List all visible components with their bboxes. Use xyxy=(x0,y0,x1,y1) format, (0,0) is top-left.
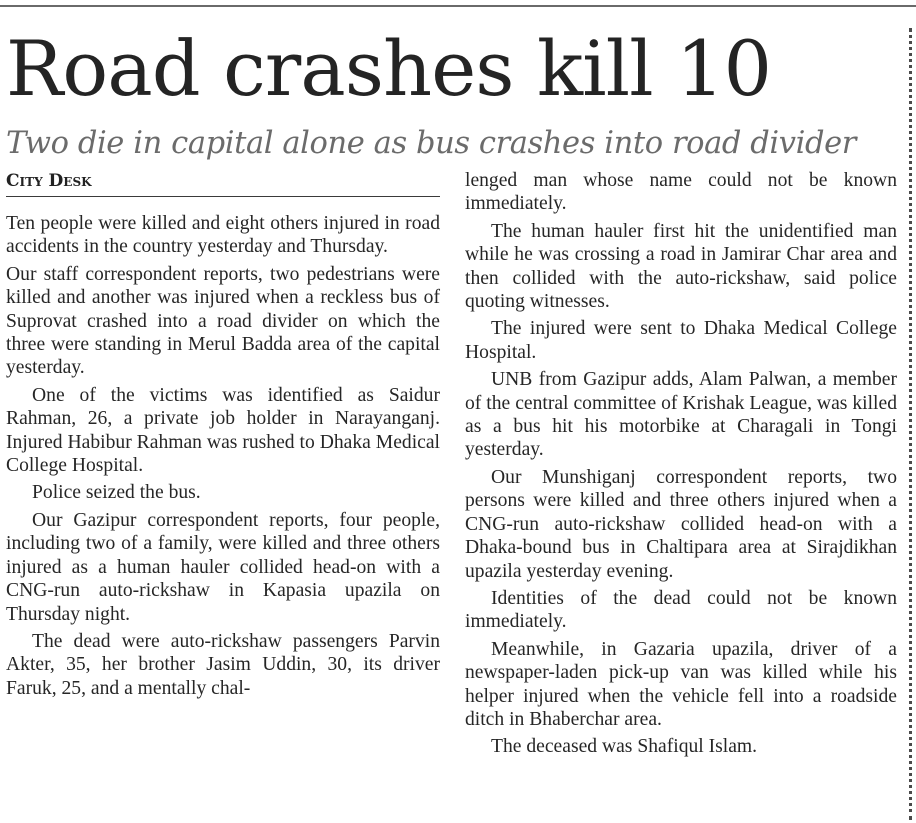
subheadline: Two die in capital alone as bus crashes into road divider xyxy=(6,126,856,161)
paragraph: lenged man whose name could not be known immediately. xyxy=(465,170,897,215)
column-separator-dotted xyxy=(909,28,912,820)
headline: Road crashes kill 10 xyxy=(6,24,772,113)
paragraph: Our Munshiganj correspondent reports, two persons were killed and three others injured when a CNG-run auto-rickshaw collided head-on with a Dhaka-bound bus in Chaltipara area at Sirajdikhan upazila yesterday evening. xyxy=(465,466,897,582)
paragraph: The dead were auto-rickshaw passengers Parvin Akter, 35, her brother Jasim Uddin, 30, its driver Faruk, 25, and a mentally chal- xyxy=(6,630,440,699)
top-rule xyxy=(0,5,916,7)
paragraph: The injured were sent to Dhaka Medical College Hospital. xyxy=(465,318,897,363)
paragraph: Police seized the bus. xyxy=(32,482,201,504)
paragraph: UNB from Gazipur adds, Alam Palwan, a member of the central committee of Krishak League, was killed as a bus hit his motorbike at Charagali in Tongi yesterday. xyxy=(465,369,897,461)
article-column-right xyxy=(465,169,897,763)
paragraph: Our Gazipur correspondent reports, four people, including two of a family, were killed and three others injured as a human hauler collided head-on with a CNG-run auto-rickshaw in Kapasia upazila on Thursday night. xyxy=(6,509,440,625)
paragraph: One of the victims was identified as Saidur Rahman, 26, a private job holder in Narayanganj. Injured Habibur Rahman was rushed to Dhaka Medical College Hospital. xyxy=(6,384,440,477)
paragraph: Ten people were killed and eight others injured in road accidents in the country yesterday and Thursday. xyxy=(6,213,440,258)
article-column-left xyxy=(6,212,440,704)
paragraph: Meanwhile, in Gazaria upazila, driver of a newspaper-laden pick-up van was killed while his helper injured when the vehicle fell into a roadside ditch in Bhaberchar area. xyxy=(465,638,897,730)
paragraph: Identities of the dead could not be known immediately. xyxy=(465,587,897,633)
paragraph: The human hauler first hit the unidentified man while he was crossing a road in Jamirar Char area and then collided with the auto-rickshaw, said police quoting witnesses. xyxy=(465,220,897,313)
byline-bar xyxy=(6,170,440,197)
paragraph: The deceased was Shafiqul Islam. xyxy=(491,736,758,758)
byline: City Desk xyxy=(6,171,92,191)
paragraph: Our staff correspondent reports, two pedestrians were killed and another was injured when a reckless bus of Suprovat crashed into a road divider on which the three were standing in Merul Badda area of the capital yesterday. xyxy=(6,263,440,379)
